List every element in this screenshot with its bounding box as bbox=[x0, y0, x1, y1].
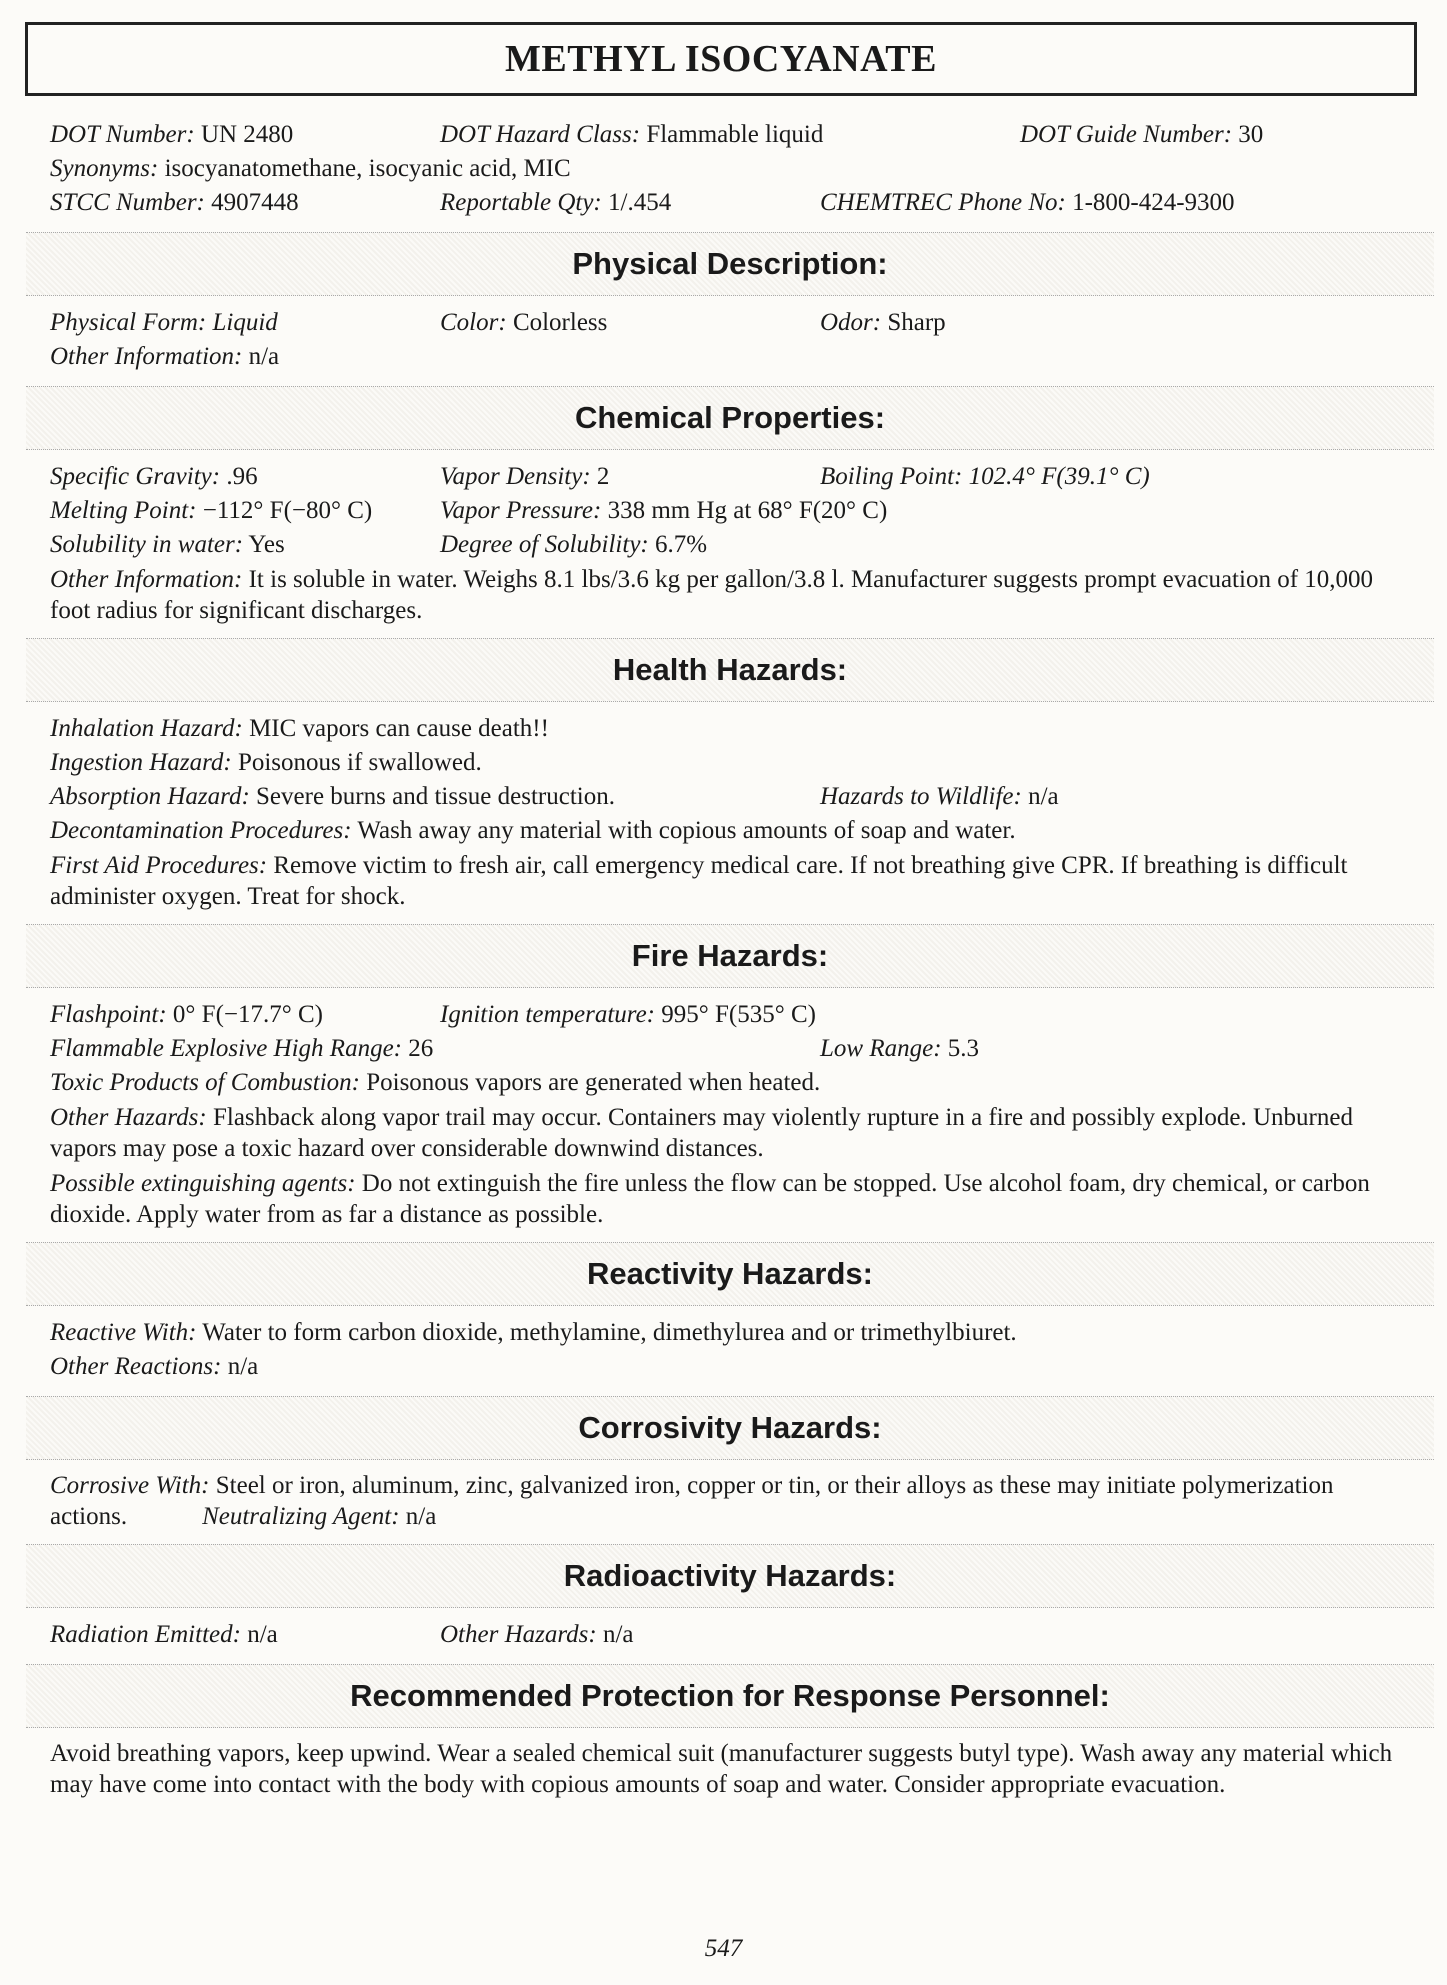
reportable-qty-value: 1/.454 bbox=[608, 189, 672, 216]
vapor-pressure-label: Vapor Pressure: bbox=[440, 497, 602, 524]
physical-row-1 bbox=[50, 306, 1410, 340]
neutralizing-label: Neutralizing Agent: bbox=[202, 1503, 400, 1530]
flashpoint-value: 0° F(−17.7° C) bbox=[172, 1001, 323, 1028]
corrosive-with bbox=[50, 1470, 1410, 1532]
synonyms-value: isocyanatomethane, isocyanic acid, MIC bbox=[164, 155, 571, 182]
section-heading-health bbox=[26, 638, 1434, 702]
section-heading-reactivity bbox=[26, 1242, 1434, 1306]
reactivity-heading: Reactivity Hazards: bbox=[586, 1256, 873, 1291]
other-reactions-label: Other Reactions: bbox=[50, 1353, 222, 1380]
health-heading: Health Hazards: bbox=[612, 652, 848, 687]
fire-row-2 bbox=[50, 1032, 1410, 1066]
section-heading-fire bbox=[26, 924, 1434, 988]
radioactivity-row-1 bbox=[50, 1618, 1410, 1652]
hazard-class-label: DOT Hazard Class: bbox=[440, 121, 641, 148]
vapor-pressure-value: 338 mm Hg at 68° F(20° C) bbox=[607, 497, 888, 524]
fire-other-label: Other Hazards: bbox=[50, 1104, 207, 1131]
chemical-other-value: It is soluble in water. Weighs 8.1 lbs/3.6 kg per gallon/3.8 l. Manufacturer suggests prompt evacuation of 10,000 foot radius for significant discharges. bbox=[50, 566, 1374, 624]
dot-number-value: UN 2480 bbox=[200, 121, 294, 148]
health-row-3 bbox=[50, 780, 1410, 814]
extinguishing-label: Possible extinguishing agents: bbox=[50, 1170, 356, 1197]
chemical-heading: Chemical Properties: bbox=[574, 400, 886, 435]
chemical-row-3 bbox=[50, 528, 1410, 562]
color-label: Color: bbox=[440, 309, 507, 336]
radioactivity-heading: Radioactivity Hazards: bbox=[563, 1558, 897, 1593]
reactivity-row-1 bbox=[50, 1316, 1410, 1350]
page-number: 547 bbox=[704, 1935, 743, 1962]
section-heading-radioactivity bbox=[26, 1544, 1434, 1608]
physical-row-2 bbox=[50, 340, 1410, 374]
vapor-density-label: Vapor Density: bbox=[440, 463, 591, 490]
odor-value: Sharp bbox=[887, 309, 946, 336]
wildlife-label: Hazards to Wildlife: bbox=[820, 783, 1022, 810]
section-heading-protection bbox=[26, 1664, 1434, 1728]
reportable-qty-label: Reportable Qty: bbox=[440, 189, 602, 216]
specific-gravity-value: .96 bbox=[226, 463, 258, 490]
specific-gravity-label: Specific Gravity: bbox=[50, 463, 221, 490]
section-heading-physical bbox=[26, 232, 1434, 296]
decon-label: Decontamination Procedures: bbox=[50, 817, 352, 844]
ingestion-value: Poisonous if swallowed. bbox=[237, 749, 482, 776]
fire-row-3 bbox=[50, 1066, 1410, 1100]
inhalation-value: MIC vapors can cause death!! bbox=[249, 715, 549, 742]
ignition-value: 995° F(535° C) bbox=[661, 1001, 816, 1028]
ingestion-label: Ingestion Hazard: bbox=[50, 749, 232, 776]
extinguishing-value: Do not extinguish the fire unless the flow can be stopped. Use alcohol foam, dry chemical, or carbon dioxide. Apply water from as far a distance as possible. bbox=[50, 1170, 1370, 1228]
fire-heading: Fire Hazards: bbox=[631, 938, 829, 973]
chemical-row-2 bbox=[50, 494, 1410, 528]
stcc-value: 4907448 bbox=[211, 189, 299, 216]
ignition-label: Ignition temperature: bbox=[440, 1001, 656, 1028]
physical-form-label: Physical Form: bbox=[50, 309, 207, 336]
solubility-label: Solubility in water: bbox=[50, 531, 244, 558]
document-body bbox=[50, 118, 1410, 1804]
color-value: Colorless bbox=[512, 309, 608, 336]
stcc-label: STCC Number: bbox=[50, 189, 205, 216]
corrosive-with-label: Corrosive With: bbox=[50, 1472, 210, 1499]
melting-point-value: −112° F(−80° C) bbox=[202, 497, 373, 524]
neutralizing-value: n/a bbox=[405, 1503, 437, 1530]
radiation-label: Radiation Emitted: bbox=[50, 1621, 241, 1648]
reactive-with-label: Reactive With: bbox=[50, 1319, 197, 1346]
fire-row-1 bbox=[50, 998, 1410, 1032]
reactive-with-value: Water to form carbon dioxide, methylamine, dimethylurea and or trimethylbiuret. bbox=[202, 1319, 1017, 1346]
high-range-value: 26 bbox=[408, 1035, 434, 1062]
physical-form-value: Liquid bbox=[212, 309, 278, 336]
health-row-4 bbox=[50, 814, 1410, 848]
boiling-point-value: 102.4° F(39.1° C) bbox=[968, 463, 1150, 490]
health-row-1 bbox=[50, 712, 1410, 746]
guide-number-label: DOT Guide Number: bbox=[1020, 121, 1233, 148]
first-aid-value: Remove victim to fresh air, call emergency medical care. If not breathing give CPR. If breathing is difficult administer oxygen. Treat for shock. bbox=[50, 852, 1348, 910]
wildlife-value: n/a bbox=[1028, 783, 1059, 810]
decon-value: Wash away any material with copious amounts of soap and water. bbox=[357, 817, 1016, 844]
fire-other-hazards bbox=[50, 1102, 1410, 1164]
ident-row-3 bbox=[50, 186, 1410, 220]
degree-solubility-value: 6.7% bbox=[655, 531, 708, 558]
chemical-other-label: Other Information: bbox=[50, 566, 243, 593]
radio-other-value: n/a bbox=[602, 1621, 634, 1648]
low-range-value: 5.3 bbox=[947, 1035, 980, 1062]
radio-other-label: Other Hazards: bbox=[440, 1621, 597, 1648]
chemtrec-label: CHEMTREC Phone No: bbox=[820, 189, 1066, 216]
protection-text: Avoid breathing vapors, keep upwind. Wear a sealed chemical suit (manufacturer suggests butyl type). Wash away any material which may have come into contact with the body with copious amounts of soap and water. Consider appropriate evacuation. bbox=[50, 1740, 1393, 1798]
odor-label: Odor: bbox=[820, 309, 882, 336]
extinguishing-agents bbox=[50, 1168, 1410, 1230]
solubility-value: Yes bbox=[248, 531, 285, 558]
guide-number-value: 30 bbox=[1238, 121, 1264, 148]
flashpoint-label: Flashpoint: bbox=[50, 1001, 167, 1028]
hazard-class-value: Flammable liquid bbox=[646, 121, 824, 148]
corrosivity-heading: Corrosivity Hazards: bbox=[578, 1410, 882, 1445]
corrosive-with-value: Steel or iron, aluminum, zinc, galvanized iron, copper or tin, or their alloys as these may initiate polymerization actions. bbox=[50, 1472, 1334, 1530]
health-row-2 bbox=[50, 746, 1410, 780]
reactivity-row-2 bbox=[50, 1350, 1410, 1384]
physical-other-value: n/a bbox=[248, 343, 280, 370]
inhalation-label: Inhalation Hazard: bbox=[50, 715, 243, 742]
low-range-label: Low Range: bbox=[820, 1035, 942, 1062]
ident-row-2 bbox=[50, 152, 1410, 186]
boiling-point-label: Boiling Point: bbox=[820, 463, 963, 490]
fire-other-value: Flashback along vapor trail may occur. Containers may violently rupture in a fire and possibly explode. Unburned vapors may pose a toxic hazard over considerable downwind distances. bbox=[50, 1104, 1353, 1162]
chemical-other-info bbox=[50, 564, 1410, 626]
synonyms-label: Synonyms: bbox=[50, 155, 159, 182]
dot-number-label: DOT Number: bbox=[50, 121, 195, 148]
absorption-label: Absorption Hazard: bbox=[50, 783, 250, 810]
vapor-density-value: 2 bbox=[596, 463, 610, 490]
page-title: METHYL ISOCYANATE bbox=[25, 22, 1417, 96]
chemtrec-value: 1-800-424-9300 bbox=[1072, 189, 1235, 216]
high-range-label: Flammable Explosive High Range: bbox=[50, 1035, 402, 1062]
chemical-row-1 bbox=[50, 460, 1410, 494]
toxic-products-value: Poisonous vapors are generated when heated. bbox=[366, 1069, 821, 1096]
section-heading-corrosivity bbox=[26, 1396, 1434, 1460]
degree-solubility-label: Degree of Solubility: bbox=[440, 531, 649, 558]
toxic-products-label: Toxic Products of Combustion: bbox=[50, 1069, 360, 1096]
protection-heading: Recommended Protection for Response Personnel: bbox=[350, 1678, 1110, 1713]
other-reactions-value: n/a bbox=[227, 1353, 259, 1380]
radiation-value: n/a bbox=[247, 1621, 278, 1648]
ident-row-1 bbox=[50, 118, 1410, 152]
melting-point-label: Melting Point: bbox=[50, 497, 197, 524]
absorption-value: Severe burns and tissue destruction. bbox=[256, 783, 615, 810]
first-aid bbox=[50, 850, 1410, 912]
first-aid-label: First Aid Procedures: bbox=[50, 852, 268, 879]
section-heading-chemical bbox=[26, 386, 1434, 450]
physical-other-label: Other Information: bbox=[50, 343, 243, 370]
physical-heading: Physical Description: bbox=[572, 246, 888, 281]
